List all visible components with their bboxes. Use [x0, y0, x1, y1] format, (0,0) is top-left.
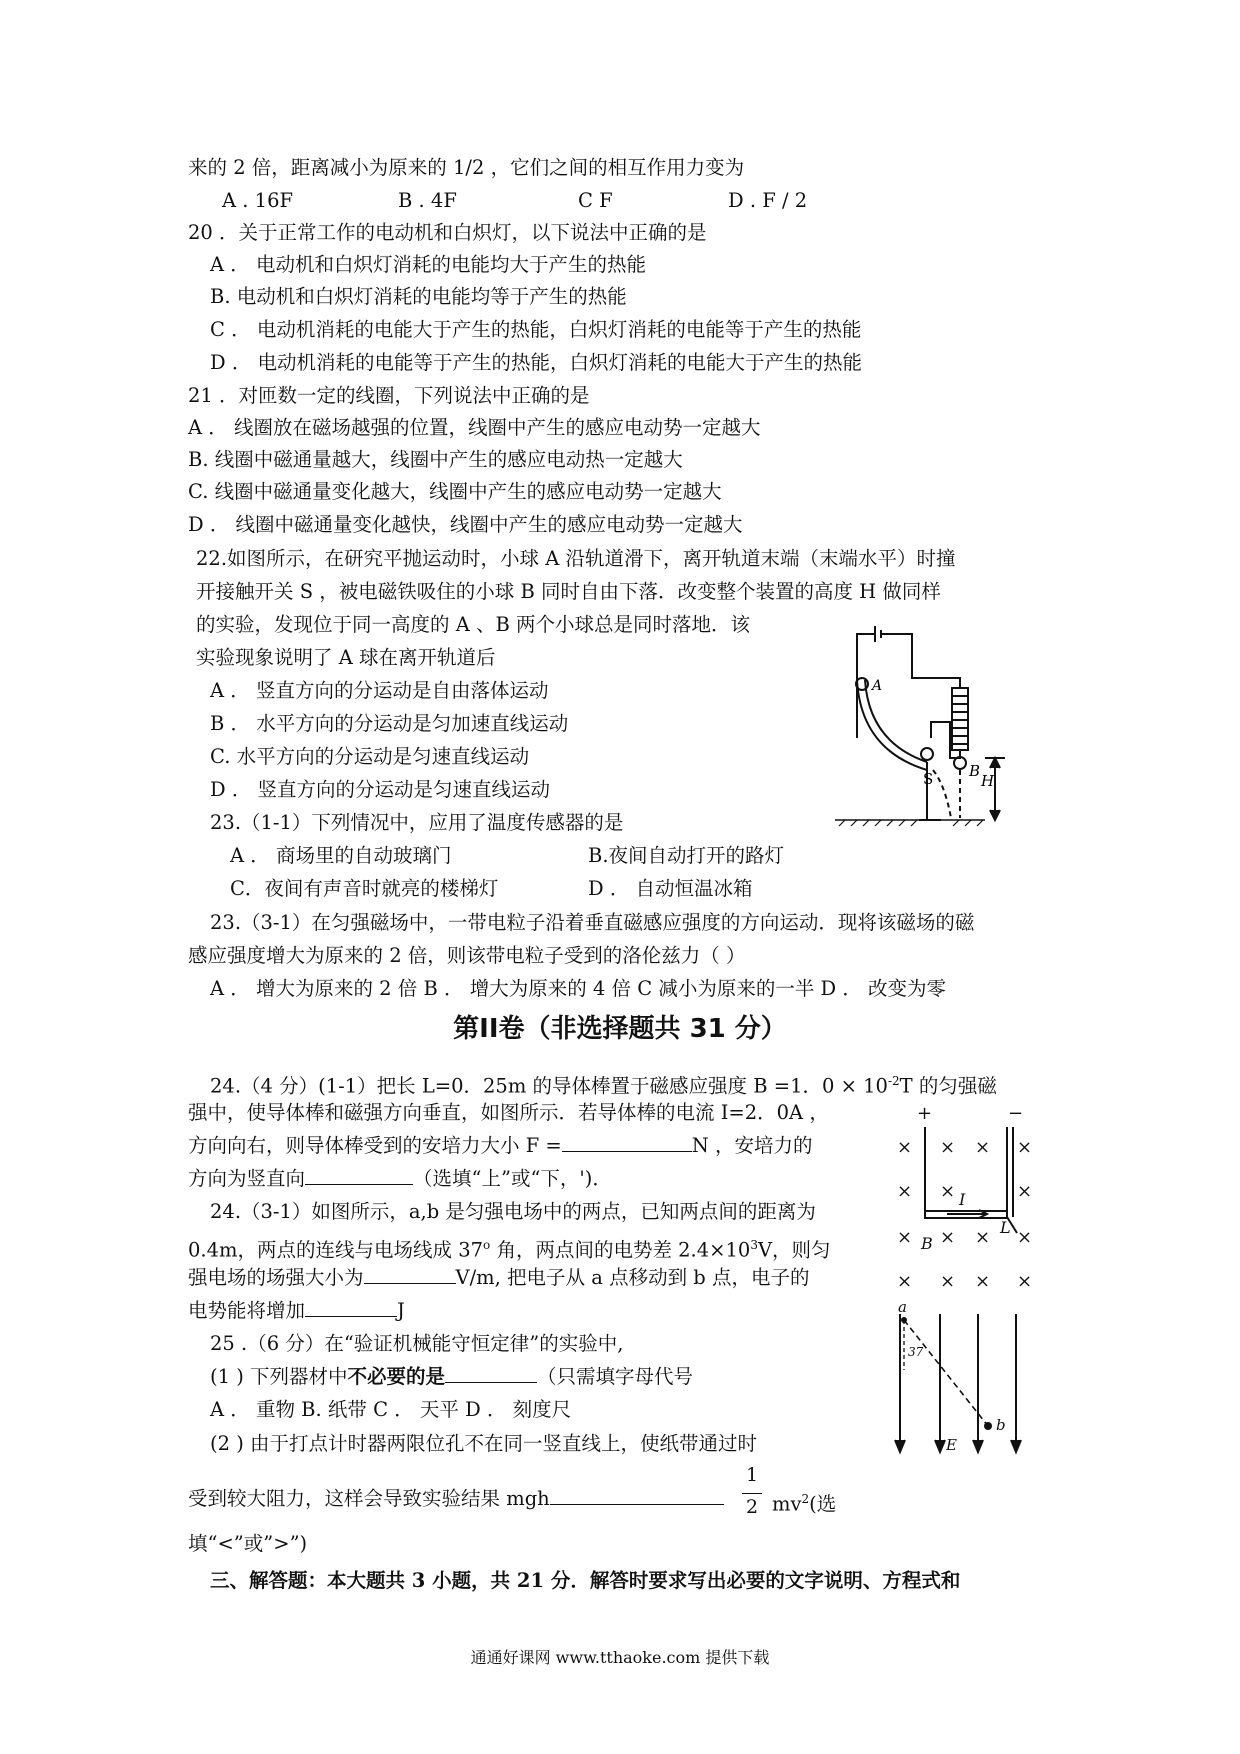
fig-label-l: L: [1000, 1218, 1011, 1237]
section-2-title: 第II卷（非选择题共 31 分）: [453, 1014, 787, 1044]
fig-label-s: S: [923, 770, 934, 788]
projectile-apparatus-figure: [835, 620, 1015, 830]
q23a-stem: 23.（1-1）下列情况中，应用了温度传感器的是: [210, 811, 624, 834]
q22-option-a: A ． 竖直方向的分运动是自由落体运动: [210, 679, 549, 702]
fig-plus-sign: +: [917, 1105, 933, 1124]
x-mark: ×: [1017, 1271, 1033, 1292]
fig-minus-sign: −: [1008, 1105, 1024, 1124]
fig-angle-label: 37: [908, 1345, 924, 1359]
q25-compare-blank[interactable]: [550, 1486, 724, 1505]
x-mark: ×: [940, 1137, 956, 1158]
x-mark: ×: [1017, 1137, 1033, 1158]
fraction-bar: [742, 1493, 762, 1494]
q24b-line-2: 0.4m，两点的连线与电场线成 37$^o$ 角，两点间的电势差 $2.4\times 10^3V$，则匀: [188, 1238, 831, 1262]
q24b-field-strength-blank[interactable]: [364, 1265, 456, 1284]
electric-field-figure: [870, 1300, 1040, 1460]
x-mark: ×: [1017, 1227, 1033, 1248]
fig-label-e: E: [946, 1436, 957, 1454]
q23b-line-2: 感应强度增大为原来的 2 倍，则该带电粒子受到的洛伦兹力（ ）: [188, 944, 746, 967]
q25-part-2: (2 ) 由于打点计时器两限位孔不在同一竖直线上，使纸带通过时: [210, 1432, 758, 1455]
section-3-heading: 三、解答题：本大题共 3 小题，共 21 分．解答时要求写出必要的文字说明、方程式和: [210, 1569, 961, 1592]
q24a-line-3: 方向向右，则导体棒受到的安培力大小 F = N ，安培力的: [188, 1134, 813, 1157]
q24a-line-4: 方向为竖直向 （选填“上”或“下，')．: [188, 1167, 612, 1190]
q25-options: A ． 重物 B. 纸带 C ． 天平 D ． 刻度尺: [210, 1398, 572, 1421]
x-mark: ×: [897, 1271, 913, 1292]
x-mark: ×: [975, 1137, 991, 1158]
fig-label-i: I: [959, 1190, 966, 1209]
fig-label-a: A: [872, 678, 883, 694]
q24a-direction-blank[interactable]: [305, 1166, 413, 1185]
footer-credit: 通通好课网 www.tthaoke.com 提供下载: [470, 1648, 770, 1667]
q22-line-3: 的实验，发现位于同一高度的 A 、B 两个小球总是同时落地．该: [196, 613, 751, 636]
q24b-line-1: 24.（3-1）如图所示，a,b 是匀强电场中的两点，已知两点间的距离为: [210, 1200, 816, 1223]
q22-line-2: 开接触开关 S ，被电磁铁吸住的小球 B 同时自由下落．改变整个装置的高度 H 做同样: [196, 580, 941, 603]
q20-option-b: B. 电动机和白炽灯消耗的电能均等于产生的热能: [210, 285, 627, 308]
q25-part-3-end: $mv^2$(选: [772, 1492, 837, 1516]
q23b-options: A ． 增大为原来的 2 倍 B ． 增大为原来的 4 倍 C 减小为原来的一半 D ． 改变为零: [210, 977, 947, 1000]
fig-label-b: B: [969, 762, 981, 780]
q25-part-3: 受到较大阻力，这样会导致实验结果 mgh: [188, 1486, 724, 1512]
q21-option-a: A ． 线圈放在磁场越强的位置，线圈中产生的感应电动势一定越大: [188, 416, 761, 439]
q25-unnecessary-blank[interactable]: [445, 1364, 537, 1383]
x-mark: ×: [940, 1181, 956, 1202]
magnetic-field-figure: [895, 1105, 1045, 1295]
q20-option-a: A ． 电动机和白炽灯消耗的电能均大于产生的热能: [210, 253, 646, 276]
fig-label-h: H: [981, 772, 995, 790]
fraction-numerator: 1: [745, 1464, 759, 1486]
q23a-option-c: C．夜间有声音时就亮的楼梯灯: [230, 877, 499, 900]
q19-continuation: 来的 2 倍，距离减小为原来的 1/2 ，它们之间的相互作用力变为: [188, 156, 745, 179]
fig-label-b-point: b: [996, 1416, 1006, 1434]
q25-part-1: (1 ) 下列器材中不必要的是 （只需填字母代号: [210, 1365, 694, 1388]
q24b-energy-blank[interactable]: [305, 1298, 397, 1317]
x-mark: ×: [975, 1271, 991, 1292]
x-mark: ×: [897, 1227, 913, 1248]
fig-label-a-point: a: [898, 1300, 907, 1316]
x-mark: ×: [975, 1227, 991, 1248]
q19-option-d: D . F / 2: [728, 189, 808, 212]
q19-option-b: B . 4F: [398, 189, 457, 212]
q24a-line-1: 24.（4 分）(1-1）把长 L=0．25m 的导体棒置于磁感应强度 B =1．$0 \times 10^{-2}T$ 的匀强磁: [210, 1074, 997, 1098]
x-mark: ×: [940, 1271, 956, 1292]
q21-option-d: D ． 线圈中磁通量变化越快，线圈中产生的感应电动势一定越大: [188, 513, 743, 536]
q24a-force-blank[interactable]: [562, 1133, 692, 1152]
q25-part-4: 填“<”或”>”): [188, 1532, 308, 1555]
q19-option-a: A . 16F: [222, 189, 294, 212]
q24a-line-2: 强中，使导体棒和磁强方向垂直，如图所示．若导体棒的电流 I=2．0A ，: [188, 1101, 829, 1124]
q21-option-b: B. 线圈中磁通量越大，线圈中产生的感应电动热一定越大: [188, 448, 683, 471]
q22-line-4: 实验现象说明了 A 球在离开轨道后: [196, 646, 496, 669]
q20-stem: 20 ．关于正常工作的电动机和白炽灯，以下说法中正确的是: [188, 221, 707, 244]
q22-line-1: 22.如图所示，在研究平抛运动时，小球 A 沿轨道滑下，离开轨道末端（末端水平）时撞: [196, 547, 956, 570]
x-mark: ×: [897, 1181, 913, 1202]
q22-option-d: D ． 竖直方向的分运动是匀速直线运动: [210, 778, 551, 801]
q24b-line-4: 电势能将增加 J: [188, 1299, 405, 1322]
q19-option-c: C F: [578, 189, 613, 212]
q23a-option-a: A ． 商场里的自动玻璃门: [230, 844, 452, 867]
fig-label-b: B: [921, 1234, 933, 1253]
x-mark: ×: [897, 1137, 913, 1158]
q21-stem: 21 ．对匝数一定的线圈，下列说法中正确的是: [188, 384, 590, 407]
q20-option-c: C ． 电动机消耗的电能大于产生的热能，白炽灯消耗的电能等于产生的热能: [210, 318, 862, 341]
q23b-line-1: 23.（3-1）在匀强磁场中，一带电粒子沿着垂直磁感应强度的方向运动．现将该磁场的磁: [210, 911, 975, 934]
q20-option-d: D ． 电动机消耗的电能等于产生的热能，白炽灯消耗的电能大于产生的热能: [210, 351, 863, 374]
q22-option-c: C. 水平方向的分运动是匀速直线运动: [210, 745, 530, 768]
q23a-option-b: B.夜间自动打开的路灯: [588, 844, 785, 867]
x-mark: ×: [1017, 1181, 1033, 1202]
q22-option-b: B ． 水平方向的分运动是匀加速直线运动: [210, 712, 569, 735]
q25-stem: 25 .（6 分）在“验证机械能守恒定律”的实验中,: [210, 1332, 624, 1355]
q24b-line-3: 强电场的场强大小为 V/m, 把电子从 a 点移动到 b 点，电子的: [188, 1266, 810, 1289]
x-mark: ×: [940, 1227, 956, 1248]
fraction-denominator: 2: [745, 1496, 759, 1518]
q23a-option-d: D ． 自动恒温冰箱: [588, 877, 753, 900]
q21-option-c: C. 线圈中磁通量变化越大，线圈中产生的感应电动势一定越大: [188, 480, 722, 503]
